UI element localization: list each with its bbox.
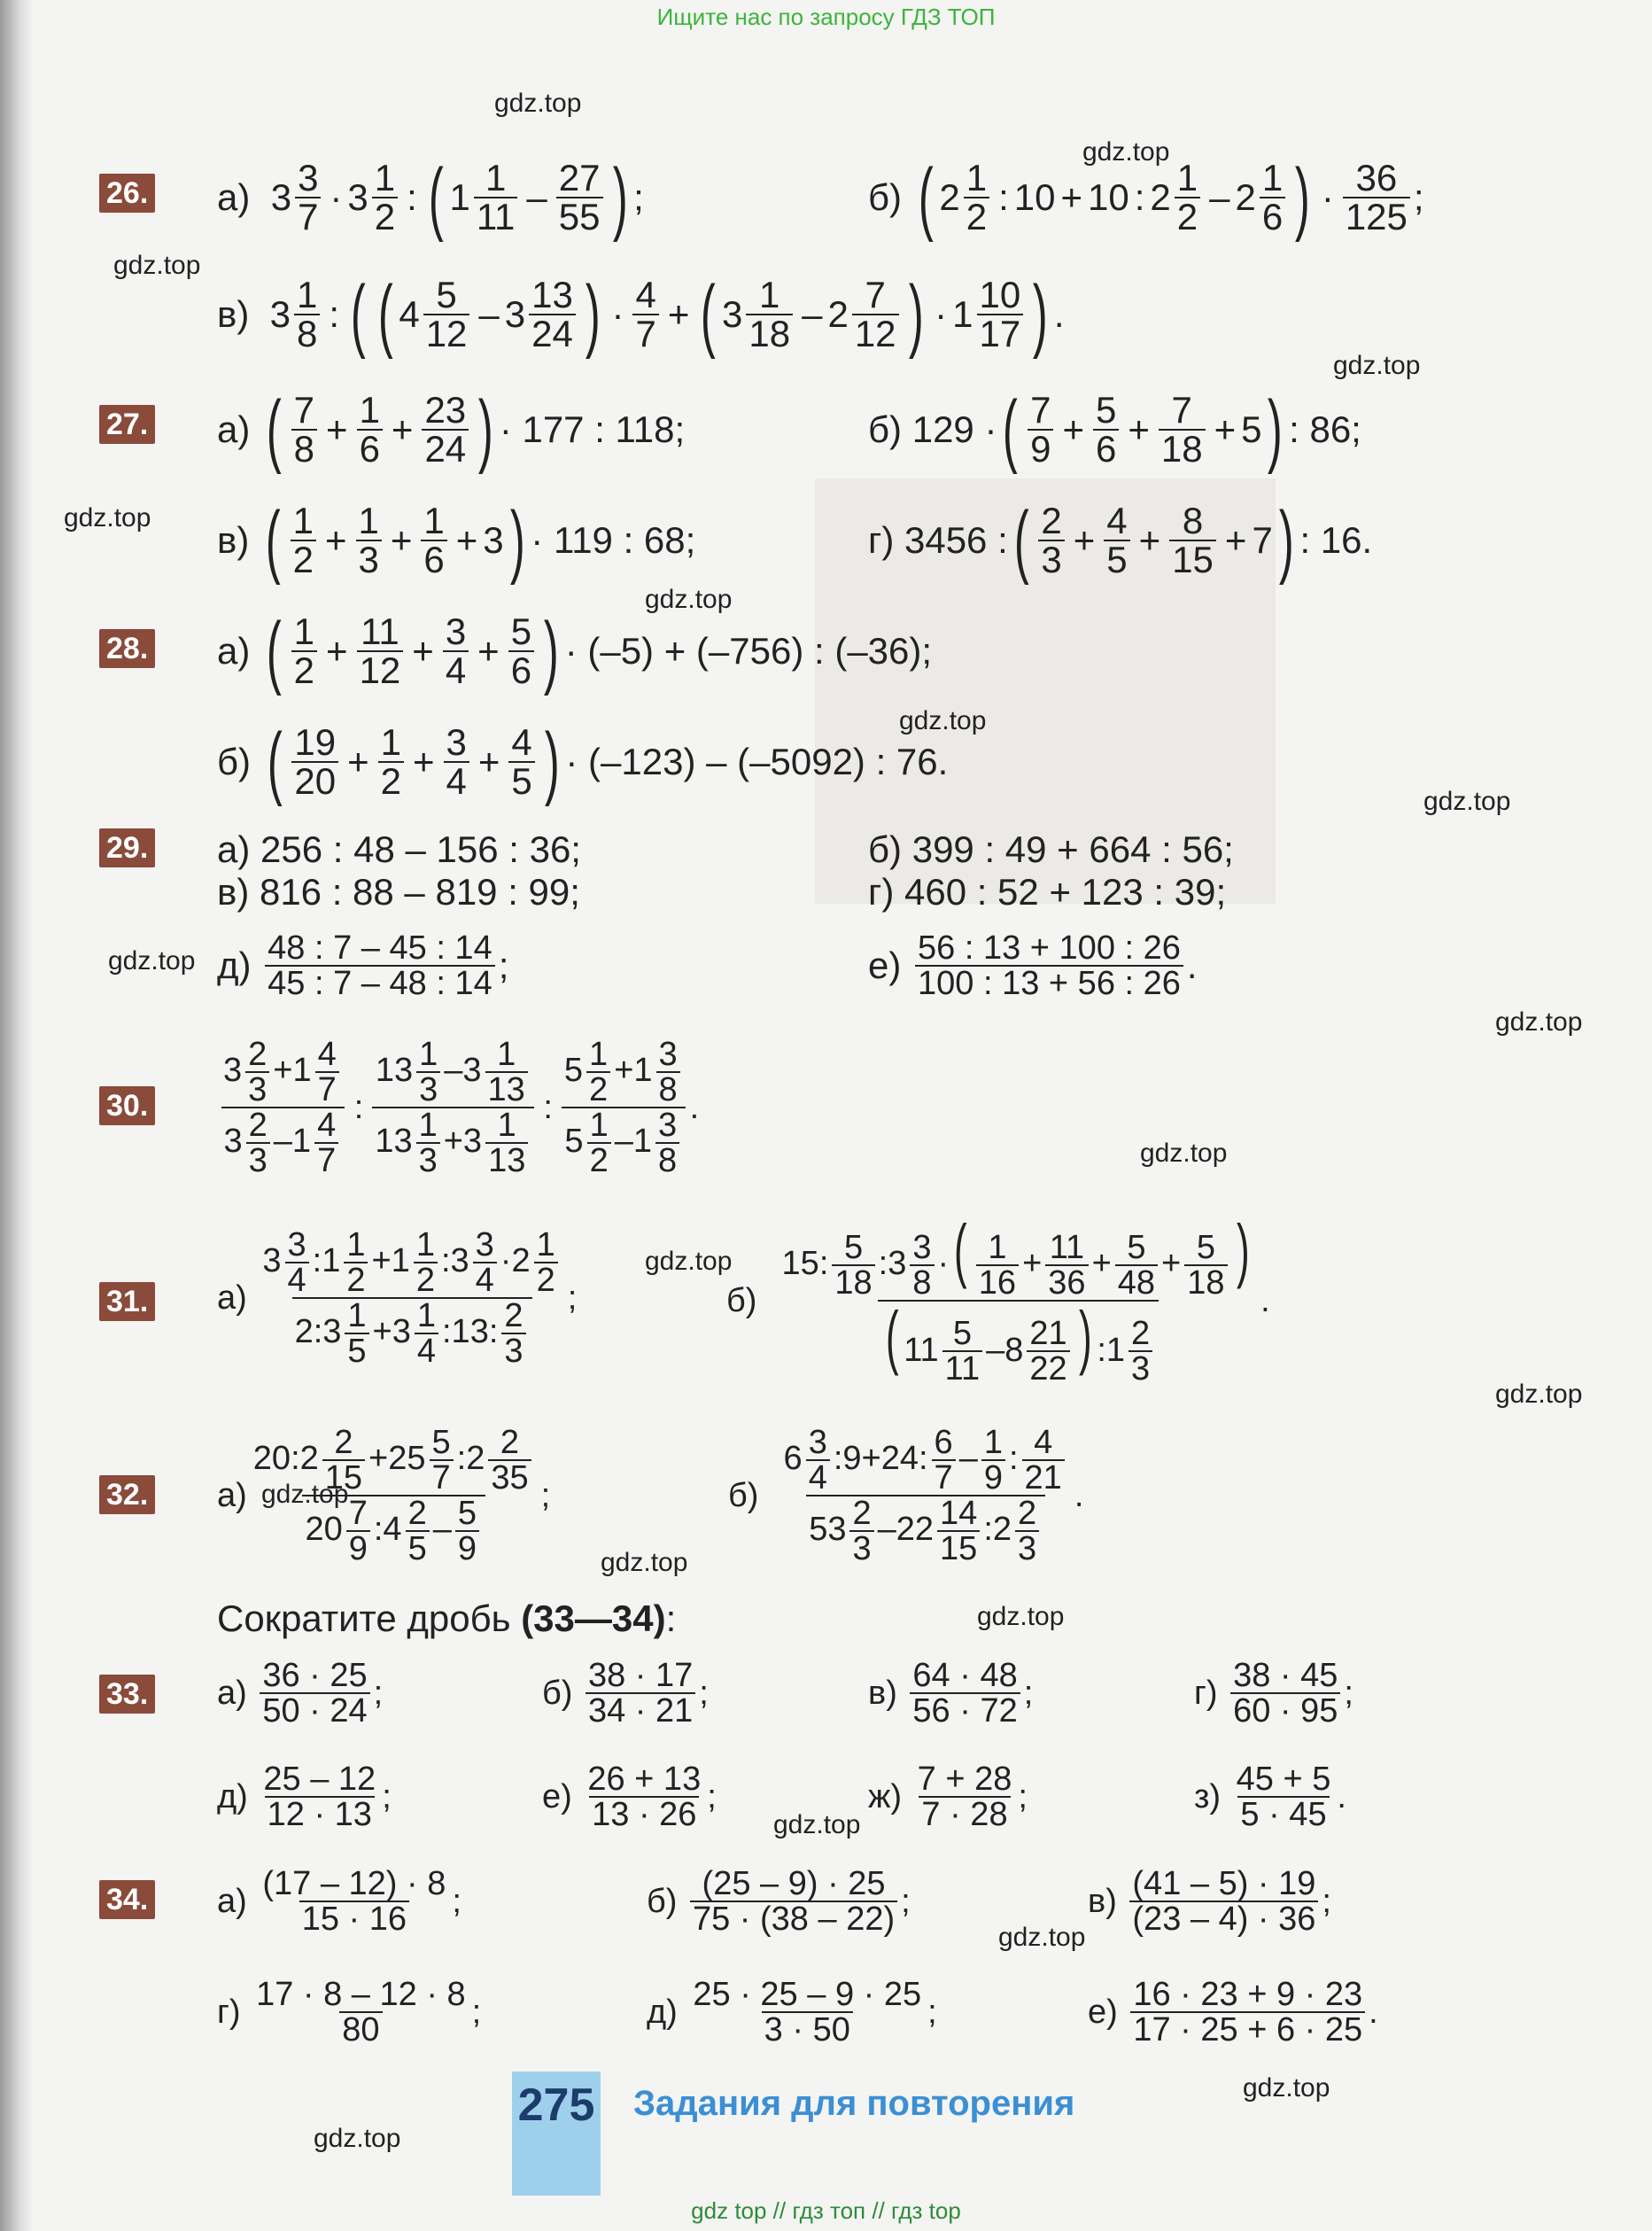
watermark: gdz.top bbox=[977, 1602, 1065, 1631]
watermark: gdz.top bbox=[261, 1480, 349, 1509]
watermark: gdz.top bbox=[64, 503, 151, 532]
exercise-number: 32. bbox=[99, 1475, 155, 1514]
watermark: gdz.top bbox=[1495, 1380, 1583, 1409]
exercise-32b: б) 6 $\frac{3}{4}$ :9+24: $\frac{6}{7}$ – $\frac{1}{9}$ : $\frac{4}{21}$ 53 $\frac{2}{3}$ –22 $\frac{14}{15}$ :2 $\frac{2}{3}$ . bbox=[728, 1423, 1084, 1567]
exercise-28a: а) ( 1 2 + $\frac{11}{12}$ + $\frac{3}{4}$ + $\frac{5}{6}$ ) · (–5) + (–756) : (–36); bbox=[217, 606, 933, 696]
exercise-32a: а) 20:2 $\frac{2}{15}$ +25 $\frac{5}{7}$ :2 $\frac{2}{35}$ 20 $\frac{7}{9}$ :4 $\frac{2}{5}$ – $\frac{5}{9}$ ; bbox=[217, 1423, 551, 1567]
bottom-banner[interactable]: gdz top // гдз топ // гдз top bbox=[691, 2197, 961, 2224]
watermark: gdz.top bbox=[645, 585, 733, 614]
watermark: gdz.top bbox=[1140, 1139, 1228, 1168]
exercise-34f: е) 16 · 23 + 9 · 23 17 · 25 + 6 · 25 . bbox=[1088, 1975, 1378, 2048]
exercise-29b: б) 399 : 49 + 664 : 56; bbox=[868, 828, 1234, 870]
exercise-33h: з) 45 + 5 5 · 45 . bbox=[1194, 1760, 1346, 1833]
watermark: gdz.top bbox=[1082, 137, 1170, 167]
watermark: gdz.top bbox=[314, 2124, 401, 2153]
watermark: gdz.top bbox=[645, 1247, 733, 1276]
watermark: gdz.top bbox=[773, 1810, 861, 1839]
exercise-34a: а) (17 – 12) · 8 15 · 16 ; bbox=[217, 1864, 461, 1938]
exercise-34e: д) 25 · 25 – 9 · 25 3 · 50 ; bbox=[647, 1975, 937, 2048]
top-banner[interactable]: Ищите нас по запросу ГДЗ ТОП bbox=[656, 4, 996, 30]
page-binding-shadow bbox=[0, 0, 34, 2231]
exercise-number: 31. bbox=[99, 1282, 155, 1321]
exercise-27b: б) 129 · ( 7 9 + $\frac{5}{6}$ + $\frac{7}{18}$ + 5 ) : 86; bbox=[868, 385, 1361, 475]
exercise-number: 27. bbox=[99, 405, 155, 444]
exercise-26c: в) 3 1 8 : ( ( 4 5 12 – 3 13 24 ) · 4 7 + ( 3 1 18 – 2 7 12 ) · 1 10 17 ) . bbox=[217, 269, 1065, 360]
exercise-30: 3 $\frac{2}{3}$ +1 $\frac{4}{7}$ 3 $\frac{2}{3}$ –1 $\frac{4}{7}$ : 13 $\frac{1}{3}$ –3 $\frac{1}{13}$ 13 $\frac{1}{3}$ +3 $\frac{1}{13}$ : 5 $\frac{1}{2}$ +1 $\frac{3}{8}$ 5 $\frac{1}{2}$ –1 $\frac{3}{8}$ . bbox=[217, 1019, 699, 1196]
exercise-26a: а) 3 3 7 · 3 1 2 : ( 1 1 11 – 27 55 ) ; bbox=[217, 152, 644, 243]
exercise-29e: д) 48 : 7 – 45 : 14 45 : 7 – 48 : 14 ; bbox=[217, 929, 509, 1002]
exercise-number: 33. bbox=[99, 1675, 155, 1714]
watermark: gdz.top bbox=[494, 89, 582, 118]
watermark: gdz.top bbox=[1423, 787, 1511, 816]
watermark: gdz.top bbox=[601, 1548, 688, 1577]
exercise-27c: в) ( 1 2 + $\frac{1}{3}$ + $\frac{1}{6}$ + 3 ) · 119 : 68; bbox=[217, 495, 696, 586]
exercise-34c: в) (41 – 5) · 19 (23 – 4) · 36 ; bbox=[1088, 1864, 1331, 1938]
exercise-31b: б) 15: $\frac{5}{18}$ :3 $\frac{3}{8}$ ·( $\frac{1}{16}$ + $\frac{11}{36}$ + $\frac{5}{48}$ + $\frac{5}{18}$ ) ( 11 $\frac{5}{11}$ –8 $\frac{21}{22}$ ) :1 $\frac{2}{3}$ . bbox=[726, 1209, 1270, 1388]
exercise-33a: а) 36 · 25 50 · 24 ; bbox=[217, 1656, 384, 1730]
exercise-33d: г) 38 · 45 60 · 95 ; bbox=[1194, 1656, 1353, 1730]
exercise-26b: б) ( 2 1 2 : 10 + 10 : 2 1 2 – 2 1 6 ) · 36 125 ; bbox=[868, 152, 1424, 243]
exercise-number: 29. bbox=[99, 828, 155, 867]
exercise-33e: д) 25 – 12 12 · 13 ; bbox=[217, 1760, 392, 1833]
exercise-27d: г) 3456 : ( 2 3 + $\frac{4}{5}$ + $\frac{8}{15}$ + 7 ) : 16. bbox=[868, 495, 1373, 586]
exercise-27a: а) ( 7 8 + $\frac{1}{6}$ + $\frac{23}{24}$ ) · 177 : 118; bbox=[217, 385, 686, 475]
exercise-31a: а) 3 $\frac{3}{4}$ :1 $\frac{1}{2}$ +1 $\frac{1}{2}$ :3 $\frac{3}{4}$ ·2 $\frac{1}{2}$ 2:3 $\frac{1}{5}$ +3 $\frac{1}{4}$ :13: $\frac{2}{3}$ ; bbox=[217, 1226, 578, 1370]
exercise-34d: г) 17 · 8 – 12 · 8 80 ; bbox=[217, 1975, 482, 2048]
watermark: gdz.top bbox=[1495, 1007, 1583, 1037]
page-number: 275 bbox=[512, 2072, 601, 2196]
watermark: gdz.top bbox=[108, 946, 196, 976]
exercise-number: 34. bbox=[99, 1880, 155, 1919]
watermark: gdz.top bbox=[899, 706, 987, 735]
exercise-29f: е) 56 : 13 + 100 : 26 100 : 13 + 56 : 26 . bbox=[868, 929, 1198, 1002]
exercise-33f: е) 26 + 13 13 · 26 ; bbox=[542, 1760, 717, 1833]
exercise-33c: в) 64 · 48 56 · 72 ; bbox=[868, 1656, 1034, 1730]
exercise-28b: б) ( 19 20 + $\frac{1}{2}$ + $\frac{3}{4}$ + $\frac{4}{5}$ ) · (–123) – (–5092) : 76. bbox=[217, 717, 949, 807]
exercise-34b: б) (25 – 9) · 25 75 · (38 – 22) ; bbox=[647, 1864, 911, 1938]
exercise-29d: г) 460 : 52 + 123 : 39; bbox=[868, 871, 1227, 913]
watermark: gdz.top bbox=[1333, 351, 1421, 380]
section-heading: Сократите дробь (33—34): bbox=[217, 1597, 677, 1639]
exercise-number: 28. bbox=[99, 629, 155, 668]
exercise-29a: а) 256 : 48 – 156 : 36; bbox=[217, 828, 581, 870]
exercise-33g: ж) 7 + 28 7 · 28 ; bbox=[868, 1760, 1028, 1833]
watermark: gdz.top bbox=[1243, 2073, 1330, 2103]
exercise-29c: в) 816 : 88 – 819 : 99; bbox=[217, 871, 580, 913]
watermark: gdz.top bbox=[998, 1923, 1086, 1952]
exercise-number: 30. bbox=[99, 1086, 155, 1125]
watermark: gdz.top bbox=[113, 251, 201, 280]
exercise-33b: б) 38 · 17 34 · 21 ; bbox=[542, 1656, 709, 1730]
exercise-number: 26. bbox=[99, 174, 155, 213]
section-title: Задания для повторения bbox=[633, 2084, 1075, 2123]
